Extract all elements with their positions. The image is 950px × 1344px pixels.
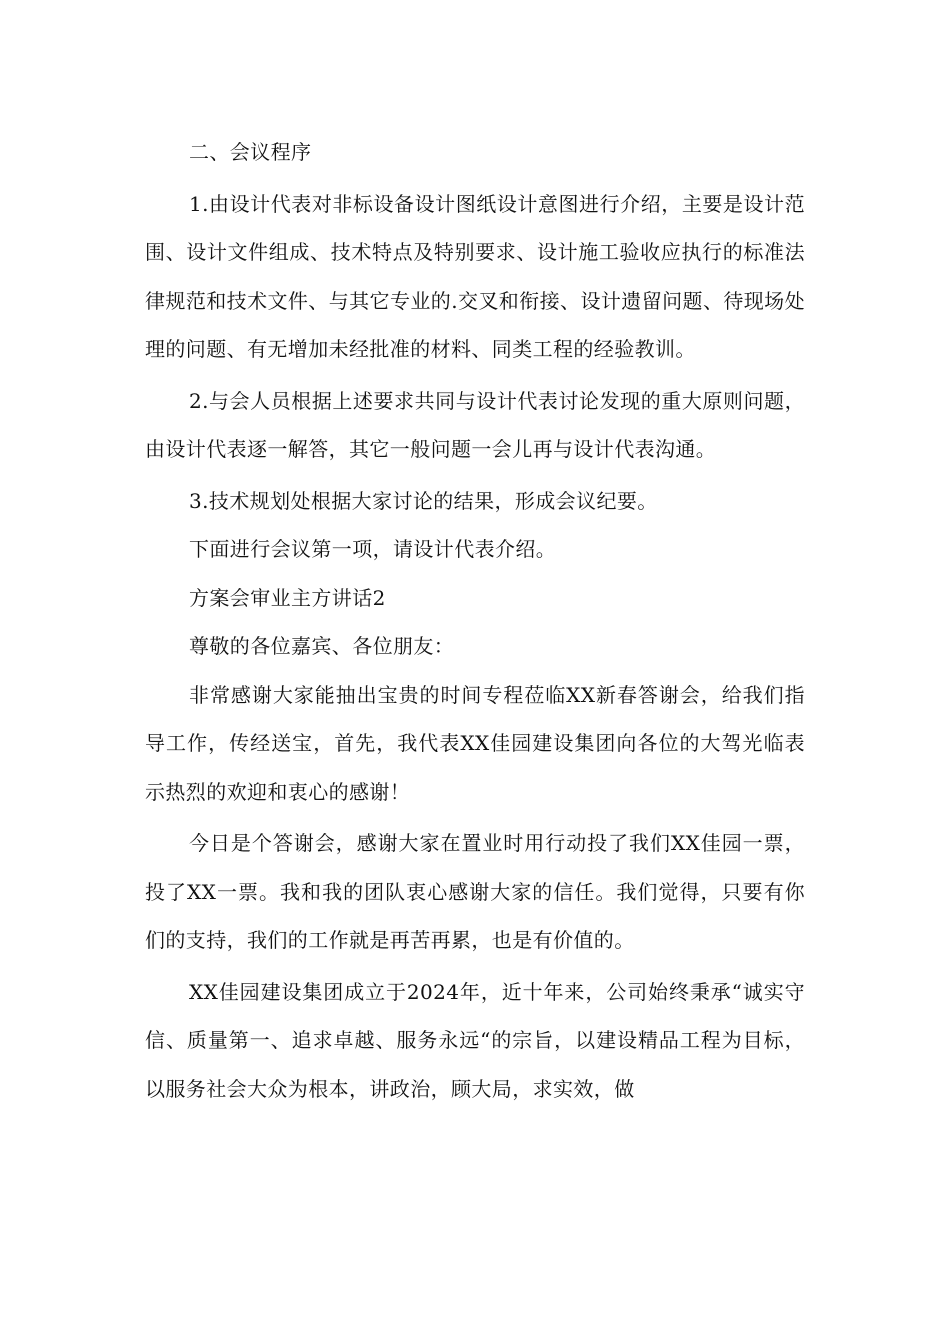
paragraph-procedure-item-1: 1.由设计代表对非标设备设计图纸设计意图进行介绍，主要是设计范围、设计文件组成、技术特点及特别要求、设计施工验收应执行的标准法律规范和技术文件、与其它专业的.交叉和衔接、设计遗留问题、待现场处理的问题、有无增加未经批准的材料、同类工程的经验教训。 (145, 191, 805, 361)
paragraph-appreciation: 今日是个答谢会，感谢大家在置业时用行动投了我们XX佳园一票，投了XX一票。我和我的团队衷心感谢大家的信任。我们觉得，只要有你们的支持，我们的工作就是再苦再累，也是有价值的。 (145, 831, 805, 952)
paragraph-procedure-item-2: 2.与会人员根据上述要求共同与设计代表讨论发现的重大原则问题，由设计代表逐一解答，其它一般问题一会儿再与设计代表沟通。 (145, 388, 805, 461)
section-title-speech-2: 方案会审业主方讲话2 (189, 585, 386, 610)
paragraph-company-intro: XX佳园建设集团成立于2024年，近十年来，公司始终秉承“诚实守信、质量第一、追求卓越、服务永远“的宗旨，以建设精品工程为目标，以服务社会大众为根本，讲政治，顾大局，求实效，做 (145, 979, 805, 1101)
paragraph-thanks: 非常感谢大家能抽出宝贵的时间专程莅临XX新春答谢会，给我们指导工作，传经送宝，首先，我代表XX佳园建设集团向各位的大驾光临表示热烈的欢迎和衷心的感谢！ (145, 682, 805, 804)
document-body (145, 128, 805, 1113)
paragraph-next-item: 下面进行会议第一项，请设计代表介绍。 (189, 537, 557, 561)
paragraph-salutation: 尊敬的各位嘉宾、各位朋友： (189, 634, 455, 658)
paragraph-procedure-item-3: 3.技术规划处根据大家讨论的结果，形成会议纪要。 (189, 488, 658, 513)
section-heading-meeting-procedure: 二、会议程序 (189, 140, 312, 164)
